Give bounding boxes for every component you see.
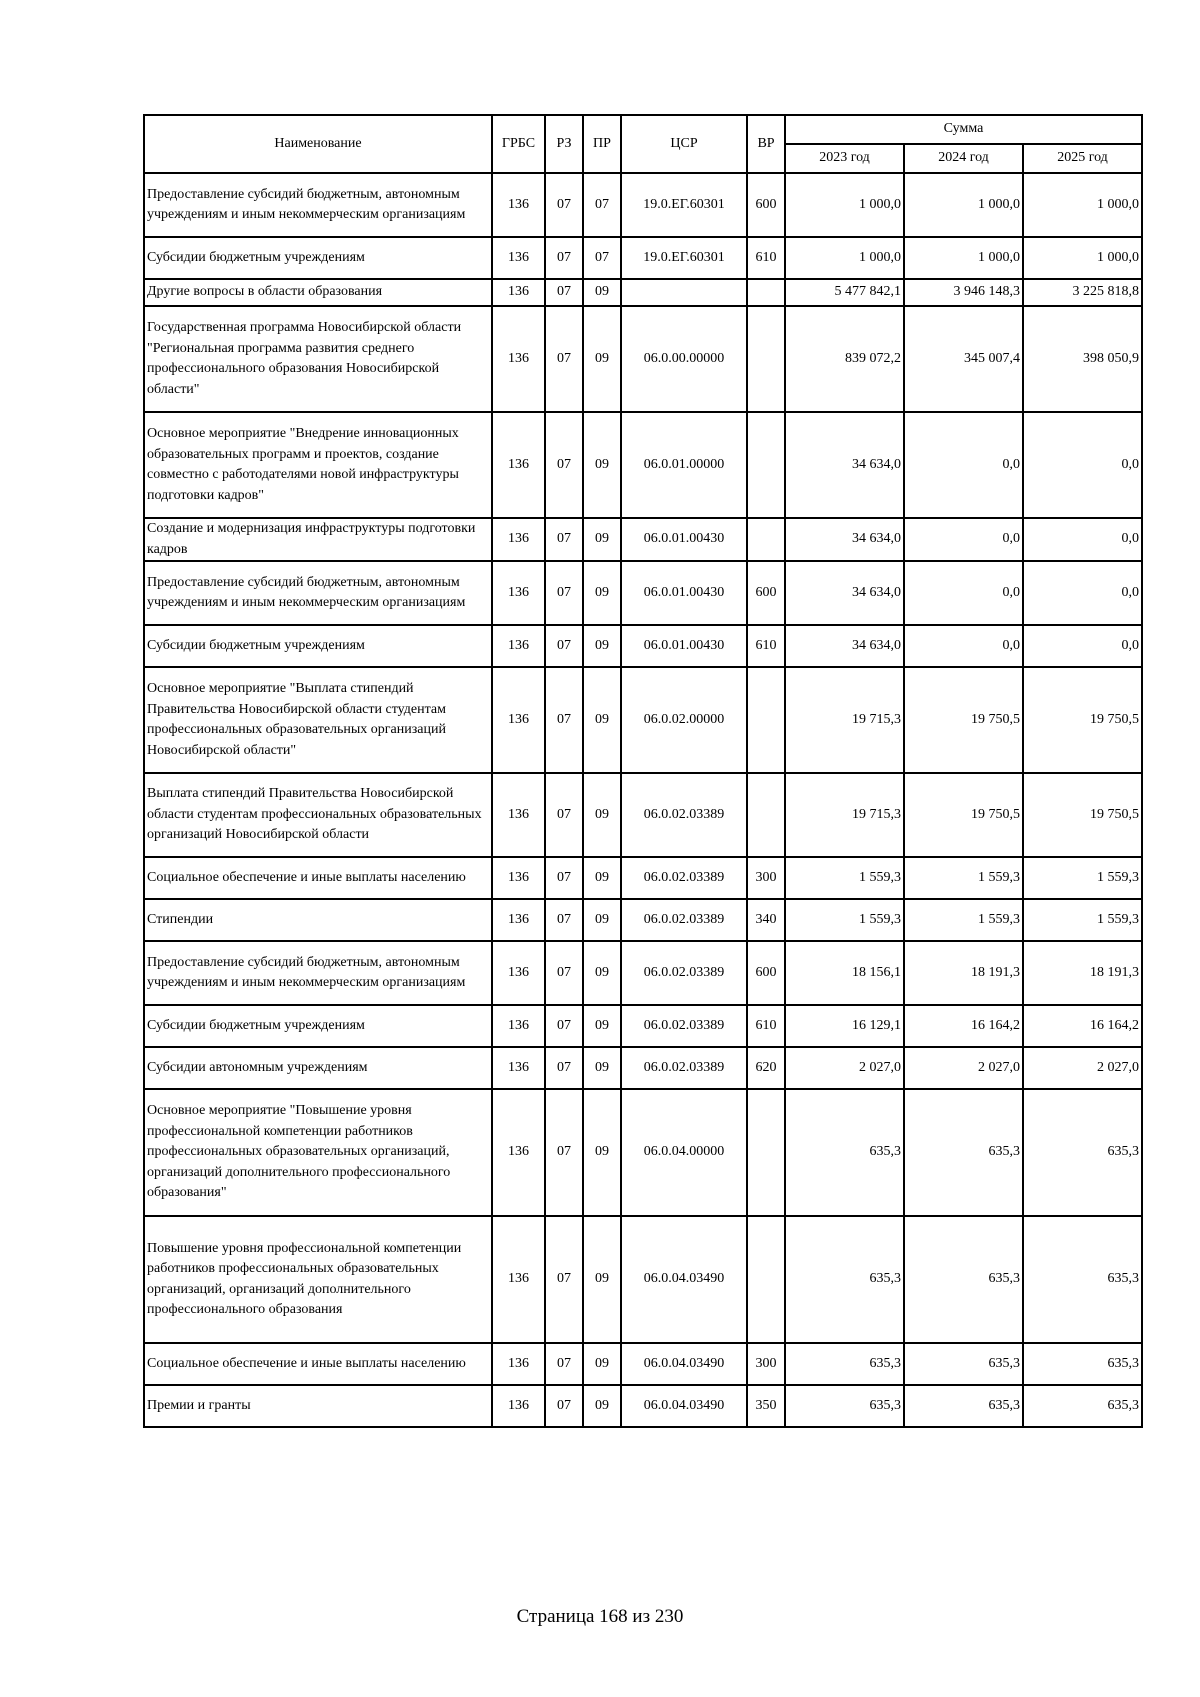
table-row xyxy=(144,518,1142,561)
row-csr xyxy=(621,279,747,306)
row-sum-2023: 34 634,0 xyxy=(785,518,904,561)
row-sum-2023: 1 000,0 xyxy=(785,173,904,237)
row-grbs: 136 xyxy=(492,561,545,625)
header-year-2025: 2025 год xyxy=(1023,144,1142,173)
row-rz: 07 xyxy=(545,1216,583,1343)
row-sum-2024: 18 191,3 xyxy=(904,941,1023,1005)
row-csr: 06.0.02.00000 xyxy=(621,667,747,773)
row-vr: 600 xyxy=(747,941,785,1005)
header-grbs: ГРБС xyxy=(492,115,545,173)
table-header xyxy=(144,115,1142,173)
row-pr: 09 xyxy=(583,857,621,899)
row-rz: 07 xyxy=(545,899,583,941)
row-grbs: 136 xyxy=(492,941,545,1005)
table-row xyxy=(144,773,1142,857)
row-sum-2024: 3 946 148,3 xyxy=(904,279,1023,306)
row-pr: 09 xyxy=(583,1216,621,1343)
row-sum-2025: 2 027,0 xyxy=(1023,1047,1142,1089)
row-csr: 19.0.ЕГ.60301 xyxy=(621,173,747,237)
row-rz: 07 xyxy=(545,1047,583,1089)
row-csr: 06.0.01.00000 xyxy=(621,412,747,518)
row-name: Субсидии бюджетным учреждениям xyxy=(144,237,492,279)
row-csr: 06.0.00.00000 xyxy=(621,306,747,412)
row-grbs: 136 xyxy=(492,899,545,941)
row-vr: 620 xyxy=(747,1047,785,1089)
row-pr: 09 xyxy=(583,941,621,1005)
row-sum-2025: 18 191,3 xyxy=(1023,941,1142,1005)
row-sum-2025: 1 000,0 xyxy=(1023,237,1142,279)
row-csr: 06.0.02.03389 xyxy=(621,1005,747,1047)
row-sum-2023: 34 634,0 xyxy=(785,412,904,518)
row-sum-2025: 19 750,5 xyxy=(1023,773,1142,857)
table-row xyxy=(144,941,1142,1005)
row-grbs: 136 xyxy=(492,279,545,306)
table-row xyxy=(144,173,1142,237)
row-rz: 07 xyxy=(545,667,583,773)
row-sum-2023: 19 715,3 xyxy=(785,773,904,857)
row-grbs: 136 xyxy=(492,518,545,561)
row-rz: 07 xyxy=(545,941,583,1005)
row-grbs: 136 xyxy=(492,667,545,773)
row-pr: 09 xyxy=(583,279,621,306)
row-vr xyxy=(747,279,785,306)
row-name: Субсидии автономным учреждениям xyxy=(144,1047,492,1089)
row-rz: 07 xyxy=(545,173,583,237)
row-name: Создание и модернизация инфраструктуры подготовки кадров xyxy=(144,518,492,561)
row-sum-2023: 635,3 xyxy=(785,1089,904,1216)
header-name: Наименование xyxy=(144,115,492,173)
header-pr: ПР xyxy=(583,115,621,173)
row-sum-2025: 635,3 xyxy=(1023,1385,1142,1427)
row-sum-2025: 1 000,0 xyxy=(1023,173,1142,237)
row-sum-2023: 635,3 xyxy=(785,1216,904,1343)
row-grbs: 136 xyxy=(492,857,545,899)
row-csr: 06.0.01.00430 xyxy=(621,625,747,667)
row-name: Основное мероприятие "Повышение уровня профессиональной компетенции работников профессиональных образовательных организаций, организаций дополнительного профессионального образования" xyxy=(144,1089,492,1216)
table-row xyxy=(144,1343,1142,1385)
row-name: Субсидии бюджетным учреждениям xyxy=(144,1005,492,1047)
row-pr: 09 xyxy=(583,1005,621,1047)
row-vr xyxy=(747,518,785,561)
row-rz: 07 xyxy=(545,1089,583,1216)
row-csr: 06.0.02.03389 xyxy=(621,857,747,899)
row-csr: 06.0.02.03389 xyxy=(621,899,747,941)
header-vr: ВР xyxy=(747,115,785,173)
row-sum-2024: 2 027,0 xyxy=(904,1047,1023,1089)
row-vr: 300 xyxy=(747,1343,785,1385)
row-vr: 610 xyxy=(747,1005,785,1047)
table-row xyxy=(144,561,1142,625)
header-year-2024: 2024 год xyxy=(904,144,1023,173)
row-csr: 06.0.01.00430 xyxy=(621,561,747,625)
row-name: Предоставление субсидий бюджетным, автономным учреждениям и иным некоммерческим организациям xyxy=(144,941,492,1005)
table-row xyxy=(144,857,1142,899)
row-sum-2025: 1 559,3 xyxy=(1023,899,1142,941)
row-rz: 07 xyxy=(545,561,583,625)
row-rz: 07 xyxy=(545,1343,583,1385)
page-number: Страница 168 из 230 xyxy=(516,1606,684,1627)
row-name: Предоставление субсидий бюджетным, автономным учреждениям и иным некоммерческим организациям xyxy=(144,173,492,237)
row-csr: 06.0.04.03490 xyxy=(621,1385,747,1427)
row-vr: 600 xyxy=(747,173,785,237)
row-sum-2024: 635,3 xyxy=(904,1216,1023,1343)
row-csr: 06.0.02.03389 xyxy=(621,1047,747,1089)
row-sum-2025: 0,0 xyxy=(1023,518,1142,561)
row-csr: 06.0.04.03490 xyxy=(621,1343,747,1385)
table-row xyxy=(144,1005,1142,1047)
row-name: Другие вопросы в области образования xyxy=(144,279,492,306)
row-pr: 09 xyxy=(583,1343,621,1385)
row-sum-2025: 0,0 xyxy=(1023,625,1142,667)
row-sum-2023: 1 559,3 xyxy=(785,857,904,899)
row-rz: 07 xyxy=(545,1385,583,1427)
row-rz: 07 xyxy=(545,625,583,667)
row-name: Основное мероприятие "Выплата стипендий Правительства Новосибирской области студентам профессиональных образовательных организаций Новосибирской области" xyxy=(144,667,492,773)
row-sum-2024: 0,0 xyxy=(904,518,1023,561)
row-vr: 610 xyxy=(747,237,785,279)
row-sum-2023: 16 129,1 xyxy=(785,1005,904,1047)
row-grbs: 136 xyxy=(492,1216,545,1343)
row-pr: 09 xyxy=(583,625,621,667)
row-sum-2024: 0,0 xyxy=(904,412,1023,518)
table-body xyxy=(144,173,1142,1427)
row-sum-2024: 635,3 xyxy=(904,1343,1023,1385)
row-rz: 07 xyxy=(545,773,583,857)
row-sum-2023: 2 027,0 xyxy=(785,1047,904,1089)
row-name: Стипендии xyxy=(144,899,492,941)
row-grbs: 136 xyxy=(492,306,545,412)
row-rz: 07 xyxy=(545,237,583,279)
row-rz: 07 xyxy=(545,412,583,518)
row-sum-2023: 19 715,3 xyxy=(785,667,904,773)
row-grbs: 136 xyxy=(492,237,545,279)
row-sum-2025: 0,0 xyxy=(1023,412,1142,518)
row-pr: 09 xyxy=(583,667,621,773)
row-pr: 09 xyxy=(583,1047,621,1089)
row-sum-2024: 16 164,2 xyxy=(904,1005,1023,1047)
row-sum-2025: 635,3 xyxy=(1023,1089,1142,1216)
table-row xyxy=(144,625,1142,667)
row-name: Премии и гранты xyxy=(144,1385,492,1427)
row-vr: 610 xyxy=(747,625,785,667)
row-grbs: 136 xyxy=(492,173,545,237)
row-name: Выплата стипендий Правительства Новосибирской области студентам профессиональных образовательных организаций Новосибирской области xyxy=(144,773,492,857)
table-row xyxy=(144,1089,1142,1216)
header-year-2023: 2023 год xyxy=(785,144,904,173)
row-vr xyxy=(747,773,785,857)
budget-table xyxy=(143,114,1143,1428)
row-csr: 06.0.02.03389 xyxy=(621,941,747,1005)
row-pr: 07 xyxy=(583,173,621,237)
row-name: Социальное обеспечение и иные выплаты населению xyxy=(144,1343,492,1385)
row-sum-2024: 1 559,3 xyxy=(904,899,1023,941)
row-sum-2024: 635,3 xyxy=(904,1089,1023,1216)
row-rz: 07 xyxy=(545,518,583,561)
row-vr: 340 xyxy=(747,899,785,941)
row-grbs: 136 xyxy=(492,773,545,857)
row-grbs: 136 xyxy=(492,1005,545,1047)
row-name: Повышение уровня профессиональной компетенции работников профессиональных образовательных организаций, организаций дополнительного профессионального образования xyxy=(144,1216,492,1343)
table-row xyxy=(144,279,1142,306)
row-sum-2023: 839 072,2 xyxy=(785,306,904,412)
row-pr: 09 xyxy=(583,899,621,941)
row-pr: 09 xyxy=(583,1385,621,1427)
row-rz: 07 xyxy=(545,279,583,306)
row-sum-2024: 19 750,5 xyxy=(904,773,1023,857)
document-page xyxy=(143,114,1141,1428)
row-sum-2025: 635,3 xyxy=(1023,1343,1142,1385)
row-sum-2023: 34 634,0 xyxy=(785,625,904,667)
row-name: Социальное обеспечение и иные выплаты населению xyxy=(144,857,492,899)
row-sum-2025: 0,0 xyxy=(1023,561,1142,625)
row-grbs: 136 xyxy=(492,1047,545,1089)
table-row xyxy=(144,667,1142,773)
table-row xyxy=(144,412,1142,518)
row-sum-2023: 5 477 842,1 xyxy=(785,279,904,306)
row-sum-2023: 1 000,0 xyxy=(785,237,904,279)
row-sum-2024: 1 000,0 xyxy=(904,173,1023,237)
header-csr: ЦСР xyxy=(621,115,747,173)
row-csr: 06.0.04.03490 xyxy=(621,1216,747,1343)
row-vr xyxy=(747,306,785,412)
row-vr xyxy=(747,667,785,773)
row-rz: 07 xyxy=(545,857,583,899)
row-vr: 300 xyxy=(747,857,785,899)
table-row xyxy=(144,1216,1142,1343)
row-sum-2023: 1 559,3 xyxy=(785,899,904,941)
row-pr: 09 xyxy=(583,773,621,857)
table-row xyxy=(144,899,1142,941)
row-sum-2023: 635,3 xyxy=(785,1385,904,1427)
table-row xyxy=(144,306,1142,412)
row-grbs: 136 xyxy=(492,1343,545,1385)
row-sum-2024: 19 750,5 xyxy=(904,667,1023,773)
row-pr: 09 xyxy=(583,1089,621,1216)
row-grbs: 136 xyxy=(492,412,545,518)
table-row xyxy=(144,237,1142,279)
row-sum-2025: 1 559,3 xyxy=(1023,857,1142,899)
table-row xyxy=(144,1385,1142,1427)
row-rz: 07 xyxy=(545,306,583,412)
row-vr: 600 xyxy=(747,561,785,625)
row-sum-2024: 1 000,0 xyxy=(904,237,1023,279)
row-sum-2025: 3 225 818,8 xyxy=(1023,279,1142,306)
row-sum-2025: 398 050,9 xyxy=(1023,306,1142,412)
row-name: Государственная программа Новосибирской области "Региональная программа развития среднего профессионального образования Новосибирской области" xyxy=(144,306,492,412)
row-name: Предоставление субсидий бюджетным, автономным учреждениям и иным некоммерческим организациям xyxy=(144,561,492,625)
row-grbs: 136 xyxy=(492,1385,545,1427)
row-name: Субсидии бюджетным учреждениям xyxy=(144,625,492,667)
header-rz: РЗ xyxy=(545,115,583,173)
row-vr xyxy=(747,1216,785,1343)
row-sum-2024: 1 559,3 xyxy=(904,857,1023,899)
row-sum-2024: 635,3 xyxy=(904,1385,1023,1427)
row-sum-2024: 345 007,4 xyxy=(904,306,1023,412)
row-vr xyxy=(747,1089,785,1216)
row-vr: 350 xyxy=(747,1385,785,1427)
row-sum-2024: 0,0 xyxy=(904,561,1023,625)
row-csr: 19.0.ЕГ.60301 xyxy=(621,237,747,279)
row-sum-2024: 0,0 xyxy=(904,625,1023,667)
row-sum-2025: 16 164,2 xyxy=(1023,1005,1142,1047)
row-pr: 09 xyxy=(583,306,621,412)
row-sum-2023: 18 156,1 xyxy=(785,941,904,1005)
row-sum-2023: 34 634,0 xyxy=(785,561,904,625)
header-sum: Сумма xyxy=(785,115,1142,144)
row-rz: 07 xyxy=(545,1005,583,1047)
row-sum-2025: 19 750,5 xyxy=(1023,667,1142,773)
row-csr: 06.0.02.03389 xyxy=(621,773,747,857)
row-csr: 06.0.01.00430 xyxy=(621,518,747,561)
row-sum-2023: 635,3 xyxy=(785,1343,904,1385)
row-sum-2025: 635,3 xyxy=(1023,1216,1142,1343)
row-grbs: 136 xyxy=(492,625,545,667)
row-grbs: 136 xyxy=(492,1089,545,1216)
row-pr: 09 xyxy=(583,561,621,625)
row-csr: 06.0.04.00000 xyxy=(621,1089,747,1216)
row-vr xyxy=(747,412,785,518)
row-pr: 09 xyxy=(583,412,621,518)
table-row xyxy=(144,1047,1142,1089)
row-name: Основное мероприятие "Внедрение инновационных образовательных программ и проектов, создание совместно с работодателями новой инфраструктуры подготовки кадров" xyxy=(144,412,492,518)
row-pr: 09 xyxy=(583,518,621,561)
row-pr: 07 xyxy=(583,237,621,279)
